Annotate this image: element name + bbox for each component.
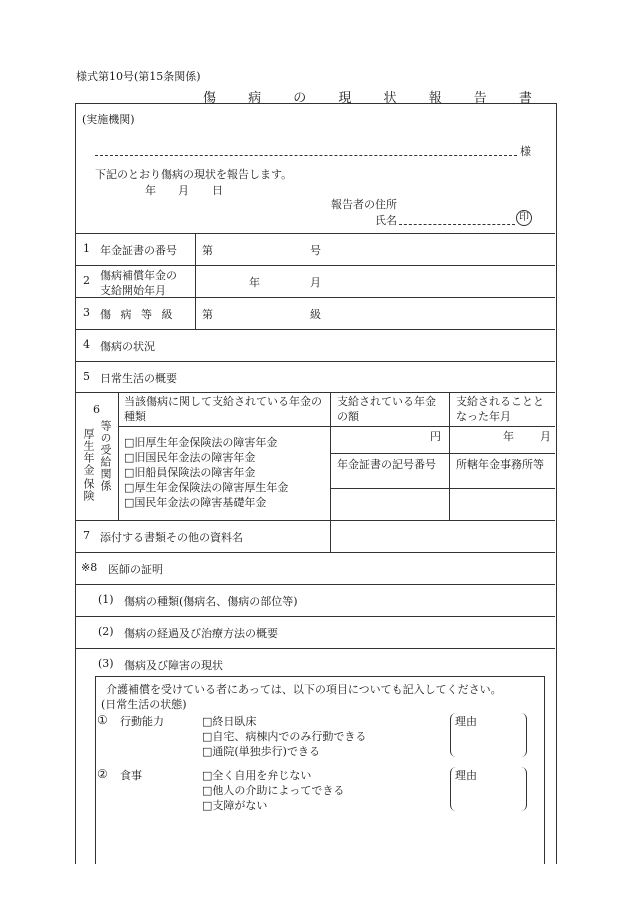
agency-field[interactable] <box>95 155 517 156</box>
row6-yen: 円 <box>430 430 441 443</box>
doctor-item2-label: 傷病の経過及び治療方法の概要 <box>124 627 278 640</box>
form-number: 様式第10号(第15条関係) <box>76 70 201 83</box>
row5-num: 5 <box>83 370 90 383</box>
row7-num: 7 <box>83 529 90 542</box>
row1-prefix: 第 <box>202 244 213 257</box>
doctor-item3-num: (3) <box>98 657 114 670</box>
reason-bracket-right-icon <box>518 713 527 757</box>
row3-label: 傷 病 等 級 <box>100 308 176 321</box>
row3-suffix: 級 <box>310 308 321 321</box>
row8-num: ※8 <box>81 561 98 574</box>
row6-col-amount: 支給されている年金の額 <box>337 395 436 423</box>
row4-num: 4 <box>83 338 90 351</box>
row1-suffix: 号 <box>310 244 321 257</box>
reporter-address-label: 報告者の住所 <box>331 198 397 211</box>
doctor-item1-label: 傷病の種類(傷病名、傷病の部位等) <box>124 595 298 608</box>
care-item1-label: 行動能力 <box>120 715 164 728</box>
row6-vertical-col1: 厚生年金 <box>82 428 95 476</box>
care-item1-num: ① <box>97 713 108 727</box>
care-item2-num: ② <box>97 767 108 781</box>
addressee-suffix: 様 <box>520 145 531 158</box>
care-option[interactable]: □通院(単独歩行)できる <box>202 745 320 758</box>
reason-bracket-right-icon <box>518 767 527 811</box>
reporter-name-field[interactable] <box>399 224 515 225</box>
care-item2-label: 食事 <box>120 769 142 782</box>
care-item2-reason-label: 理由 <box>455 769 477 782</box>
date-month: 月 <box>178 184 189 197</box>
row3-prefix: 第 <box>202 308 213 321</box>
care-option[interactable]: □自宅、病棟内でのみ行動できる <box>202 730 367 743</box>
row2-year: 年 <box>249 276 260 289</box>
row1-label: 年金証書の番号 <box>100 244 177 257</box>
row6-col-cert-no: 年金証書の記号番号 <box>337 458 436 471</box>
pension-type-option[interactable]: □旧厚生年金保険法の障害年金 <box>124 436 278 449</box>
row6-col-kind: 当該傷病に関して支給されている年金の種類 <box>124 395 322 423</box>
pension-type-option[interactable]: □国民年金法の障害基礎年金 <box>124 496 267 509</box>
pension-type-option[interactable]: □旧国民年金法の障害年金 <box>124 451 256 464</box>
row2-label-line2: 支給開始年月 <box>100 284 166 297</box>
care-option[interactable]: □支障がない <box>202 799 268 812</box>
care-item1-reason-label: 理由 <box>455 715 477 728</box>
row6-month: 月 <box>540 430 551 443</box>
row6-col-office: 所轄年金事務所等 <box>456 458 544 471</box>
row6-vertical-col3: 保険 <box>82 478 95 502</box>
care-option[interactable]: □終日臥床 <box>202 715 257 728</box>
date-year: 年 <box>145 184 156 197</box>
care-option[interactable]: □他人の介助によってできる <box>202 784 345 797</box>
care-option[interactable]: □全く自用を弁じない <box>202 769 312 782</box>
doctor-item3-label: 傷病及び障害の現状 <box>124 659 223 672</box>
row3-num: 3 <box>83 306 90 319</box>
row7-label: 添付する書類その他の資料名 <box>100 531 243 544</box>
row6-vertical-col2: 等の受給関係 <box>99 420 112 492</box>
page-title: 傷 病 の 現 状 報 告 書 <box>203 91 546 106</box>
care-section-label: (日常生活の状態) <box>101 698 187 711</box>
row6-year: 年 <box>503 430 514 443</box>
row5-label: 日常生活の概要 <box>100 372 177 385</box>
row2-month: 月 <box>310 276 321 289</box>
row2-num: 2 <box>83 274 90 287</box>
row4-label: 傷病の状況 <box>100 340 155 353</box>
pension-type-option[interactable]: □厚生年金保険法の障害厚生年金 <box>124 481 289 494</box>
row1-num: 1 <box>83 242 90 255</box>
row6-num: 6 <box>93 403 100 416</box>
care-note: 介護補償を受けている者にあっては、以下の項目についても記入してください。 <box>106 683 502 696</box>
row6-col-date: 支給されることとなった年月 <box>456 395 544 423</box>
reporter-name-label: 氏名 <box>375 214 397 227</box>
doctor-item1-num: (1) <box>98 593 114 606</box>
agency-label: (実施機関) <box>82 113 135 126</box>
row2-label-line1: 傷病補償年金の <box>100 269 177 282</box>
pension-type-option[interactable]: □旧船員保険法の障害年金 <box>124 466 256 479</box>
doctor-item2-num: (2) <box>98 625 114 638</box>
row8-label: 医師の証明 <box>108 563 163 576</box>
date-day: 日 <box>212 184 223 197</box>
seal-mark: 印 <box>516 210 532 226</box>
intro-text: 下記のとおり傷病の現状を報告します。 <box>95 168 293 181</box>
